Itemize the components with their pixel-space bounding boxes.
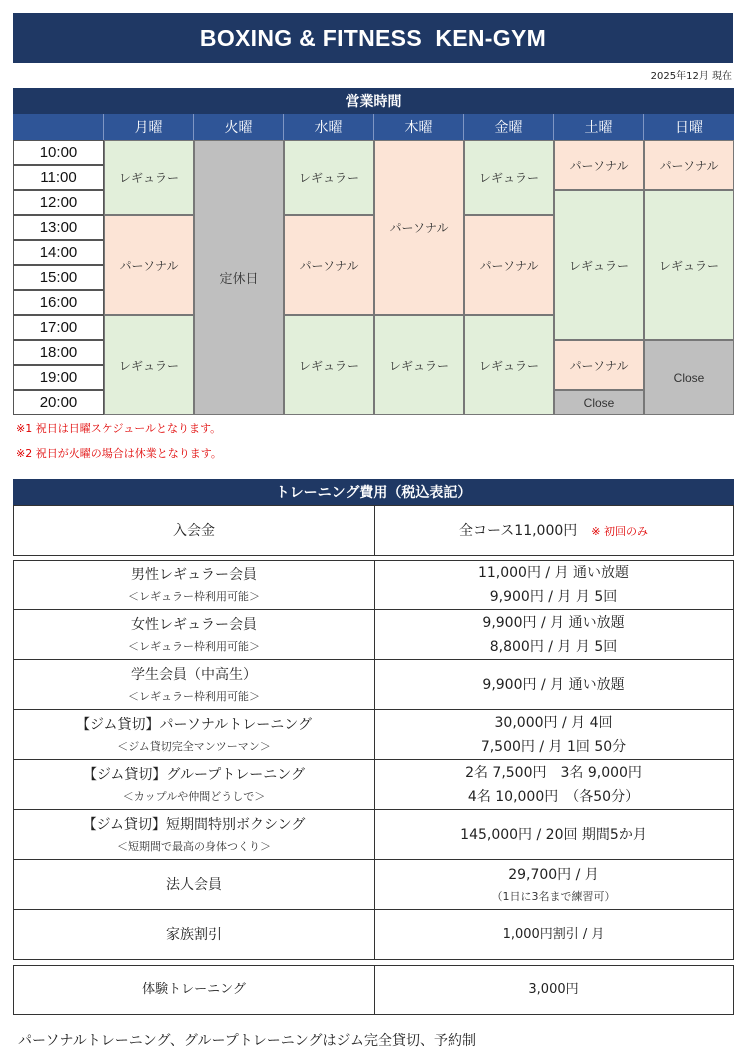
plan-sub: ＜レギュラー枠利用可能＞ <box>128 590 260 603</box>
fee-row-group-training <box>13 760 734 810</box>
plan-sub: ＜レギュラー枠利用可能＞ <box>128 639 260 653</box>
schedule-table <box>13 88 734 416</box>
fee-row-family-discount <box>13 910 734 960</box>
footer-note: パーソナルトレーニング、グループトレーニングはジム完全貸切、予約制 <box>18 1033 476 1049</box>
time-slot: 12:00 <box>13 190 104 215</box>
day-header-thu: 木曜 <box>374 114 464 140</box>
day-header-sat: 土曜 <box>554 114 644 140</box>
sun-close: Close <box>644 340 734 415</box>
day-header-blank <box>13 114 104 140</box>
time-slot: 14:00 <box>13 240 104 265</box>
tue-closed-day: 定休日 <box>194 140 284 415</box>
time-slot: 11:00 <box>13 165 104 190</box>
thu-personal: パーソナル <box>374 140 464 315</box>
fees-title: トレーニング費用（税込表記） <box>13 479 734 505</box>
fee-row-personal-training <box>13 710 734 760</box>
plan-price: 2名 7,500円 3名 9,000円 <box>465 764 642 781</box>
plan-sub: ＜レギュラー枠利用可能＞ <box>128 689 260 703</box>
plan-price: 4名 10,000円 （各50分） <box>467 788 640 805</box>
plan-label: 家族割引 <box>166 926 222 943</box>
day-header-wed: 水曜 <box>284 114 374 140</box>
plan-sub: ＜カップルや仲間どうしで＞ <box>122 789 266 803</box>
plan-price: 145,000円 / 20回 期間5か月 <box>460 826 647 843</box>
entry-fee-row <box>13 505 734 556</box>
time-slot: 18:00 <box>13 340 104 365</box>
plan-label: 【ジム貸切】短期間特別ボクシング <box>82 816 306 833</box>
time-slot: 17:00 <box>13 315 104 340</box>
entry-fee-label: 入会金 <box>173 522 215 539</box>
plan-label: 【ジム貸切】グループトレーニング <box>82 766 306 783</box>
fee-row-female-regular <box>13 610 734 660</box>
day-header-fri: 金曜 <box>464 114 554 140</box>
plan-label: 【ジム貸切】パーソナルトレーニング <box>76 716 312 733</box>
thu-regular-evening: レギュラー <box>374 315 464 415</box>
mon-regular-morning: レギュラー <box>104 140 194 215</box>
plan-sub: ＜短期間で最高の身体つくり＞ <box>117 839 271 853</box>
plan-price: 9,900円 / 月 通い放題 <box>482 614 625 631</box>
fri-regular-evening: レギュラー <box>464 315 554 415</box>
day-header-sun: 日曜 <box>644 114 734 140</box>
plan-price: 7,500円 / 月 1回 50分 <box>480 738 627 755</box>
fri-regular-morning: レギュラー <box>464 140 554 215</box>
gym-title: BOXING & FITNESS KEN-GYM <box>13 13 733 63</box>
time-slot: 13:00 <box>13 215 104 240</box>
mon-regular-evening: レギュラー <box>104 315 194 415</box>
plan-label: 女性レギュラー会員 <box>131 616 257 633</box>
time-slot: 15:00 <box>13 265 104 290</box>
entry-fee-note: ※ 初回のみ <box>591 524 648 538</box>
plan-sub: ＜ジム貸切完全マンツーマン＞ <box>117 739 271 753</box>
entry-fee-value: 全コース11,000円 <box>458 522 578 539</box>
plan-price: 9,900円 / 月 月 5回 <box>489 589 618 605</box>
wed-regular-evening: レギュラー <box>284 315 374 415</box>
sun-personal: パーソナル <box>644 140 734 190</box>
plan-label: 学生会員（中高生） <box>131 666 257 683</box>
as-of-date: 2025年12月 現在 <box>650 71 732 82</box>
plan-note: （1日に3名まで練習可） <box>491 889 616 903</box>
fee-row-trial <box>13 965 734 1015</box>
sun-regular: レギュラー <box>644 190 734 340</box>
time-slot: 19:00 <box>13 365 104 390</box>
fee-row-short-term-boxing <box>13 810 734 860</box>
plan-price: 1,000円割引 / 月 <box>502 926 605 942</box>
wed-personal: パーソナル <box>284 215 374 315</box>
sat-close: Close <box>554 390 644 415</box>
plan-price: 30,000円 / 月 4回 <box>494 714 613 731</box>
plan-label: 体験トレーニング <box>142 982 246 997</box>
plan-price: 11,000円 / 月 通い放題 <box>477 565 630 581</box>
fri-personal: パーソナル <box>464 215 554 315</box>
wed-regular-morning: レギュラー <box>284 140 374 215</box>
plan-label: 法人会員 <box>166 876 222 893</box>
holiday-note-2: ※2 祝日が火曜の場合は休業となります。 <box>16 447 222 460</box>
time-slot: 20:00 <box>13 390 104 415</box>
plan-price: 29,700円 / 月 <box>508 866 599 883</box>
day-header-mon: 月曜 <box>104 114 194 140</box>
plan-price: 8,800円 / 月 月 5回 <box>489 638 618 655</box>
sat-regular: レギュラー <box>554 190 644 340</box>
time-slot: 10:00 <box>13 140 104 165</box>
fee-row-male-regular <box>13 560 734 610</box>
plan-price: 9,900円 / 月 通い放題 <box>482 676 625 693</box>
plan-label: 男性レギュラー会員 <box>131 567 257 583</box>
time-slot: 16:00 <box>13 290 104 315</box>
mon-personal: パーソナル <box>104 215 194 315</box>
schedule-title: 営業時間 <box>13 88 734 114</box>
plan-price: 3,000円 <box>528 982 579 997</box>
day-header-tue: 火曜 <box>194 114 284 140</box>
sat-personal-evening: パーソナル <box>554 340 644 390</box>
holiday-note-1: ※1 祝日は日曜スケジュールとなります。 <box>16 422 222 435</box>
sat-personal-morning: パーソナル <box>554 140 644 190</box>
fee-row-student <box>13 660 734 710</box>
fee-row-corporate <box>13 860 734 910</box>
